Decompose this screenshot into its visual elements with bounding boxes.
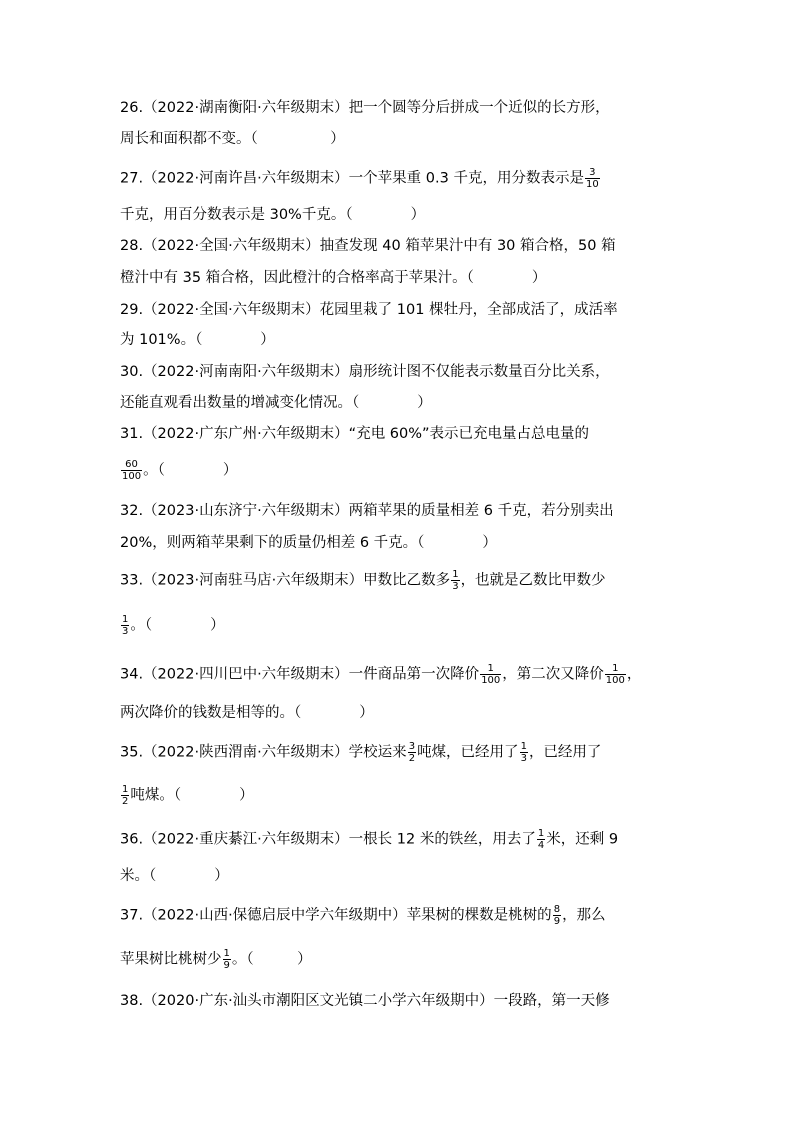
question-32-line-1: 32.（2023·山东济宁·六年级期末）两箱苹果的质量相差 6 千克，若分别卖出 <box>120 503 614 519</box>
denominator: 9 <box>223 960 230 971</box>
question-34-text: ，第二次又降价 <box>502 666 604 683</box>
question-29-line-2: 为 101%。（ ） <box>120 332 275 348</box>
question-31-line-2 <box>120 459 237 482</box>
question-26-line-2: 周长和面积都不变。（ ） <box>120 131 345 147</box>
question-33-line-2 <box>120 614 225 637</box>
question-36-text: 米，还剩 9 <box>546 831 619 848</box>
fraction <box>121 784 129 807</box>
question-34-text: ， <box>626 666 642 683</box>
denominator: 100 <box>481 675 501 686</box>
question-29-line-1: 29.（2022·全国·六年级期末）花园里栽了 101 棵牡丹，全部成活了，成活率 <box>120 302 618 318</box>
fraction <box>121 459 142 482</box>
question-37-line-1 <box>120 904 606 927</box>
denominator: 100 <box>122 471 142 482</box>
question-37-line-2 <box>120 948 312 971</box>
question-33-text: 33.（2023·河南驻马店·六年级期末）甲数比乙数多 <box>120 572 451 589</box>
question-37-text: 37.（2022·山西·保德启辰中学六年级期中）苹果树的棵数是桃树的 <box>120 907 552 924</box>
question-34-text: 34.（2022·四川巴中·六年级期末）一件商品第一次降价 <box>120 666 480 683</box>
question-28-line-1: 28.（2022·全国·六年级期末）抽查发现 40 箱苹果汁中有 30 箱合格，50 箱 <box>120 238 616 254</box>
fraction <box>408 741 416 764</box>
numerator: 3 <box>408 741 416 752</box>
numerator: 1 <box>520 741 527 752</box>
denominator: 10 <box>585 179 599 190</box>
question-34-line-1 <box>120 663 641 686</box>
denominator: 2 <box>122 796 129 807</box>
question-37-text: 苹果树比桃树少 <box>120 951 222 968</box>
fraction <box>605 663 626 686</box>
fraction <box>451 569 459 592</box>
fraction <box>520 741 528 764</box>
numerator: 1 <box>605 663 626 675</box>
numerator: 8 <box>553 904 561 915</box>
numerator: 1 <box>537 828 545 839</box>
numerator: 1 <box>223 948 230 959</box>
question-32-line-2: 20%，则两箱苹果剩下的质量仍相差 6 千克。（ ） <box>120 535 497 551</box>
numerator: 1 <box>452 569 459 580</box>
fraction <box>585 167 600 190</box>
question-27-line-1 <box>120 167 601 190</box>
numerator: 60 <box>121 459 142 471</box>
question-33-text: ，也就是乙数比甲数少 <box>460 572 606 589</box>
numerator: 1 <box>122 614 129 625</box>
fraction <box>537 828 545 851</box>
question-31-line-1: 31.（2022·广东广州·六年级期末）“充电 60%”表示已充电量占总电量的 <box>120 426 590 442</box>
fraction <box>553 904 561 927</box>
question-35-text: ，已经用了 <box>528 744 602 761</box>
fraction <box>223 948 231 971</box>
question-30-line-1: 30.（2022·河南南阳·六年级期末）扇形统计图不仅能表示数量百分比关系， <box>120 364 610 380</box>
question-33-text: 。（ ） <box>130 617 225 634</box>
denominator: 3 <box>520 753 527 764</box>
question-26-line-1: 26.（2022·湖南衡阳·六年级期末）把一个圆等分后拼成一个近似的长方形， <box>120 100 610 116</box>
question-33-line-1 <box>120 569 606 592</box>
question-35-text: 吨煤。（ ） <box>130 787 254 804</box>
question-38-line-1: 38.（2020·广东·汕头市潮阳区文光镇二小学六年级期中）一段路，第一天修 <box>120 993 610 1009</box>
question-37-text: ，那么 <box>562 907 606 924</box>
question-34-line-2: 两次降价的钱数是相等的。（ ） <box>120 705 374 721</box>
denominator: 4 <box>537 840 545 851</box>
question-28-line-2: 橙汁中有 35 箱合格，因此橙汁的合格率高于苹果汁。（ ） <box>120 270 547 286</box>
question-36-text: 36.（2022·重庆綦江·六年级期末）一根长 12 米的铁丝，用去了 <box>120 831 536 848</box>
numerator: 1 <box>122 784 129 795</box>
question-35-line-1 <box>120 741 601 764</box>
question-27-text: 27.（2022·河南许昌·六年级期末）一个苹果重 0.3 千克，用分数表示是 <box>120 170 584 187</box>
question-35-text: 35.（2022·陕西渭南·六年级期末）学校运来 <box>120 744 407 761</box>
question-37-text: 。（ ） <box>231 951 312 968</box>
question-35-line-2 <box>120 784 254 807</box>
numerator: 3 <box>585 167 600 179</box>
fraction <box>480 663 501 686</box>
question-30-line-2: 还能直观看出数量的增减变化情况。（ ） <box>120 395 432 411</box>
denominator: 3 <box>452 581 459 592</box>
denominator: 2 <box>408 753 416 764</box>
question-36-line-1 <box>120 828 618 851</box>
fraction <box>121 614 129 637</box>
question-35-text: 吨煤，已经用了 <box>417 744 519 761</box>
denominator: 100 <box>605 675 625 686</box>
question-31-text: 。（ ） <box>143 462 238 479</box>
numerator: 1 <box>480 663 501 675</box>
denominator: 3 <box>122 626 129 637</box>
denominator: 9 <box>553 916 561 927</box>
question-27-line-2: 千克，用百分数表示是 30%千克。（ ） <box>120 207 426 223</box>
question-36-line-2: 米。（ ） <box>120 868 229 884</box>
